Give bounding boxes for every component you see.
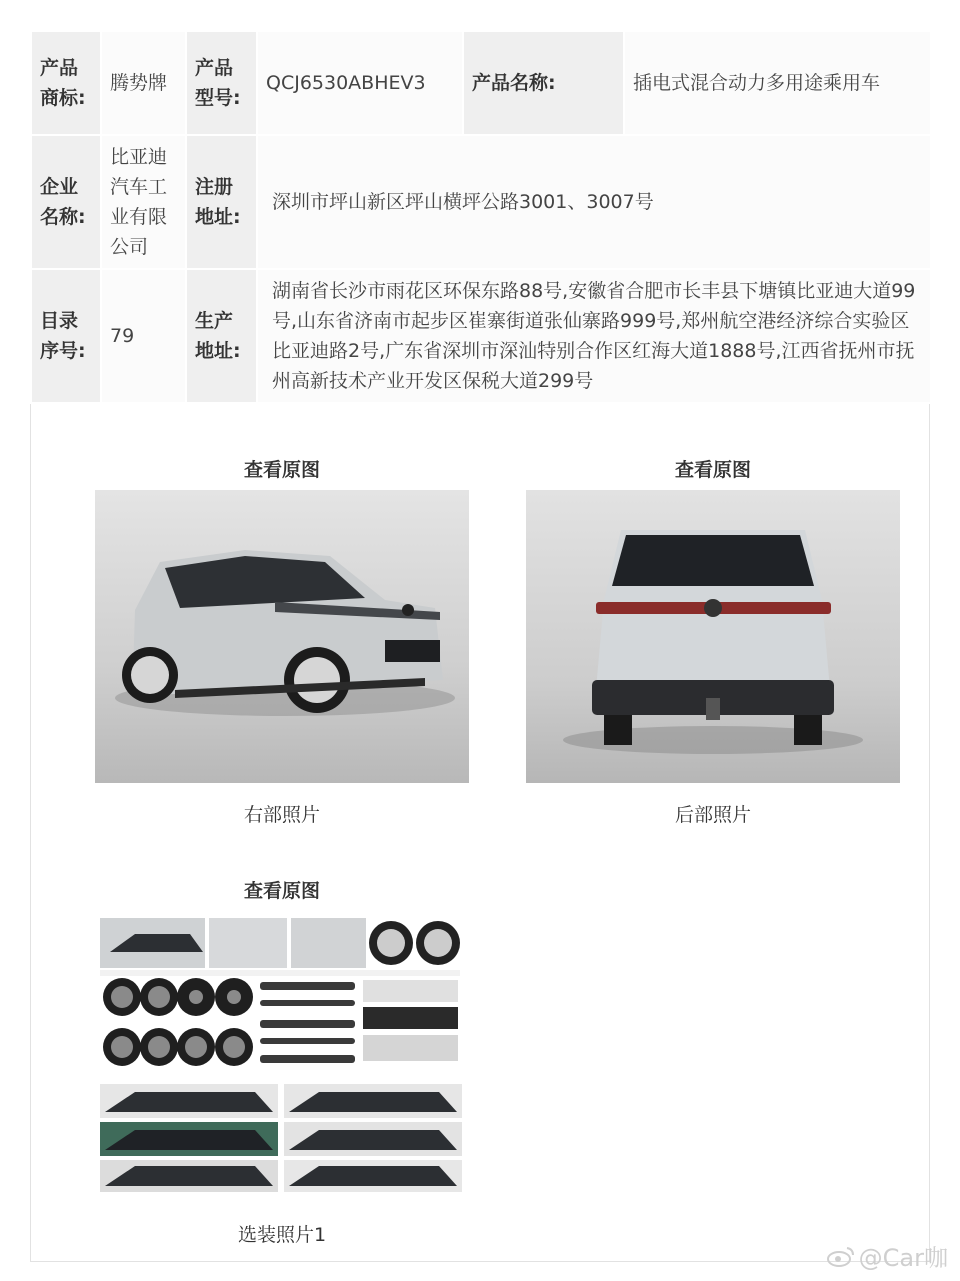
prod-address-value: 湖南省长沙市雨花区环保东路88号,安徽省合肥市长丰县下塘镇比亚迪大道99号,山东省济南市起步区崔寨街道张仙寨路999号,郑州航空港经济综合实验区比亚迪路2号,广东省深圳市深汕特别合作区红海大道1888号,江西省抚州市抚州高新技术产业开发区保税大道299号	[257, 269, 931, 403]
product-info-table	[30, 30, 932, 404]
product-name-label: 产品名称:	[463, 31, 624, 135]
right-photo-caption: 右部照片	[243, 804, 320, 826]
prod-address-label: 生产地址:	[186, 269, 257, 403]
reg-address-label: 注册地址:	[186, 135, 257, 269]
model-label: 产品型号:	[186, 31, 257, 135]
catalog-label: 目录序号:	[31, 269, 101, 403]
company-label: 企业名称:	[31, 135, 101, 269]
rear-photo[interactable]	[526, 490, 900, 783]
rear-photo-caption: 后部照片	[674, 804, 751, 826]
watermark	[827, 1238, 948, 1273]
right-side-photo[interactable]	[95, 490, 469, 783]
table-row	[31, 269, 931, 403]
weibo-icon	[827, 1245, 855, 1267]
company-value: 比亚迪汽车工业有限公司	[101, 135, 186, 269]
table-row	[31, 31, 931, 135]
view-original-link-2[interactable]: 查看原图	[674, 459, 751, 481]
optional-equipment-photo[interactable]	[95, 912, 469, 1197]
trademark-value: 腾势牌	[101, 31, 186, 135]
model-value: QCJ6530ABHEV3	[257, 31, 463, 135]
trademark-label: 产品商标:	[31, 31, 101, 135]
watermark-text: @Car咖	[858, 1244, 948, 1272]
catalog-value: 79	[101, 269, 186, 403]
reg-address-value: 深圳市坪山新区坪山横坪公路3001、3007号	[257, 135, 931, 269]
table-row	[31, 135, 931, 269]
view-original-link-3[interactable]: 查看原图	[243, 880, 320, 902]
view-original-link-1[interactable]: 查看原图	[243, 459, 320, 481]
optional-photo-caption: 选装照片1	[237, 1224, 327, 1246]
product-name-value: 插电式混合动力多用途乘用车	[624, 31, 931, 135]
